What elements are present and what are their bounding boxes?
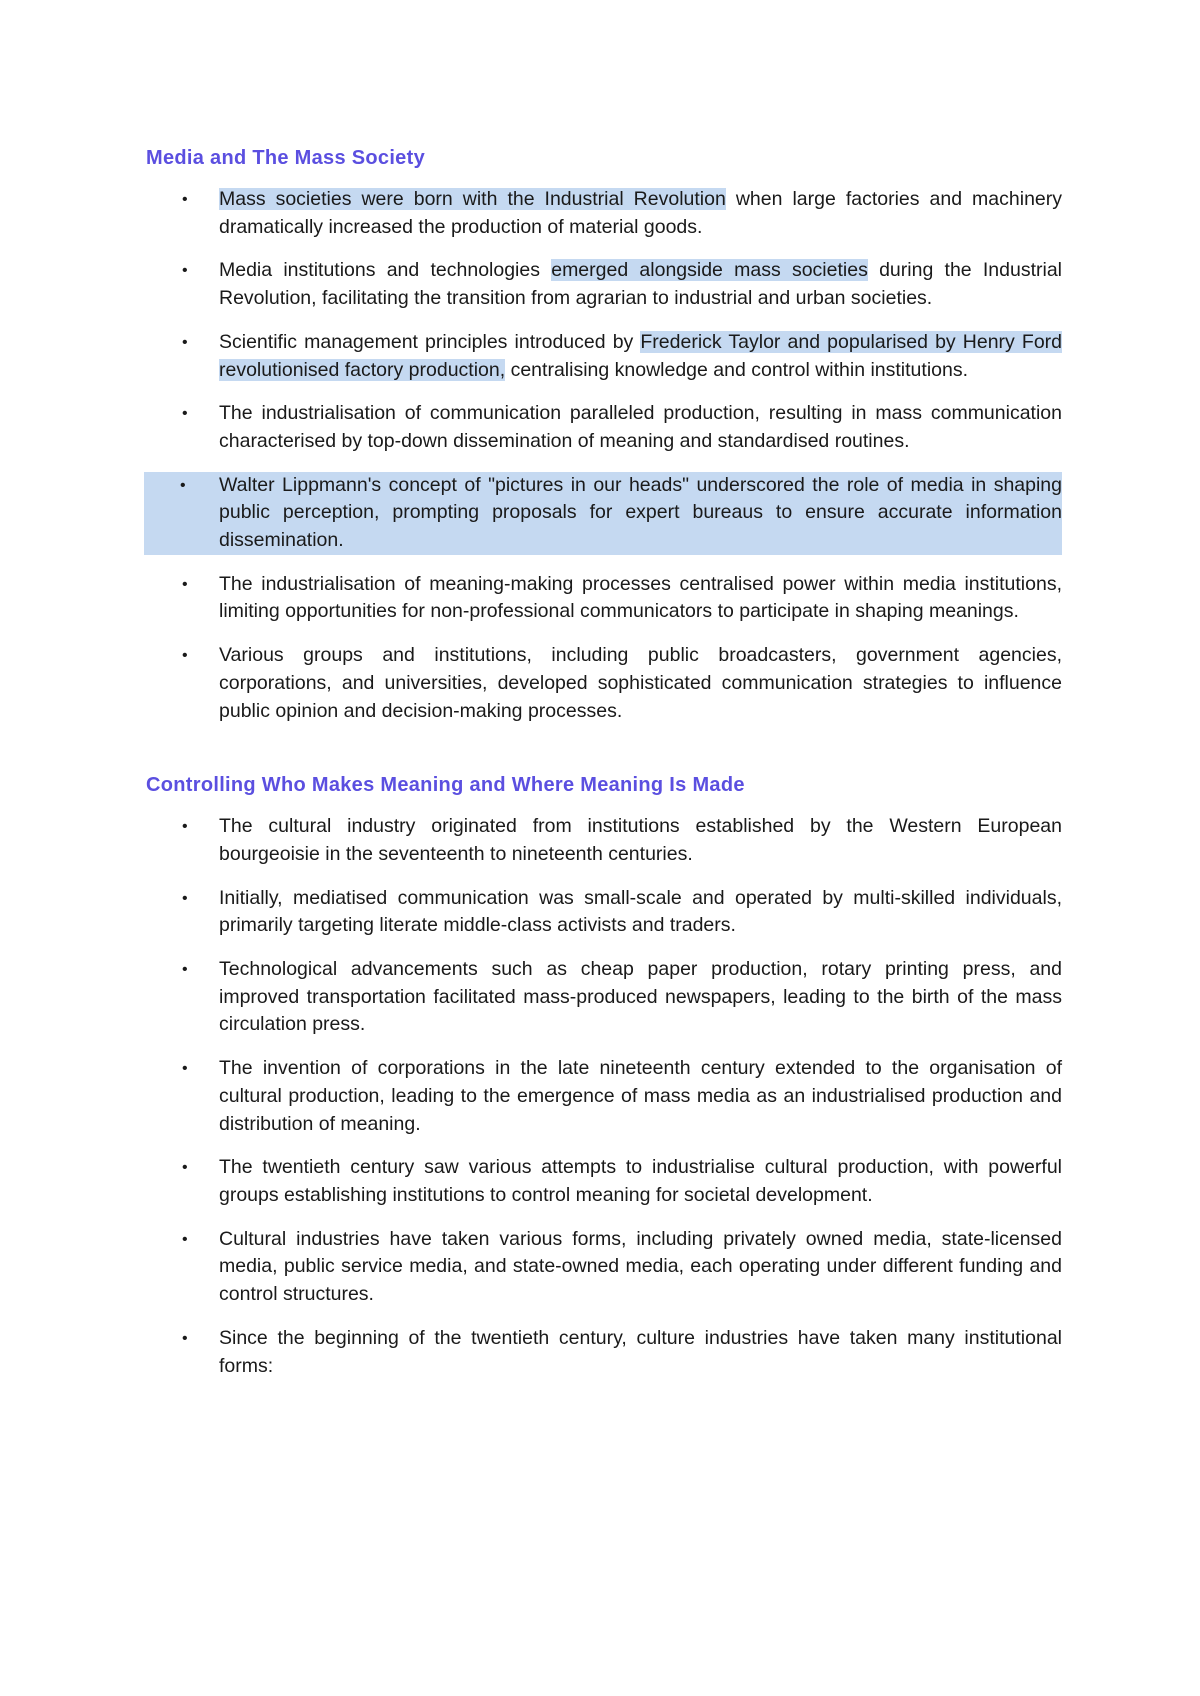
bullet-icon: • xyxy=(182,333,188,351)
highlighted-text: emerged alongside mass societies xyxy=(551,259,868,282)
bullet-icon: • xyxy=(182,961,188,979)
bullet-text: Scientific management principles introduced by xyxy=(219,330,641,353)
bullet-icon: • xyxy=(182,1329,188,1347)
bullet-icon: • xyxy=(182,191,188,208)
list-item xyxy=(146,956,1062,1039)
list-item xyxy=(146,1055,1062,1138)
bullet-text: Since the beginning of the twentieth century, culture industries have taken many institutional forms: xyxy=(219,1326,1062,1377)
list-item xyxy=(146,257,1062,312)
bullet-icon: • xyxy=(182,889,188,907)
list-item-highlighted xyxy=(144,472,1062,555)
bullet-icon: • xyxy=(180,476,186,494)
bullet-text: The cultural industry originated from institutions established by the Western European bourgeoisie in the seventeenth to nineteenth centuries. xyxy=(219,815,1062,865)
bullet-text: The twentieth century saw various attempts to industrialise cultural production, with powerful groups establishing institutions to control meaning for societal development. xyxy=(219,1156,1062,1206)
list-item xyxy=(146,813,1062,868)
list-item xyxy=(146,1325,1062,1380)
bullet-icon: • xyxy=(182,818,188,836)
bullet-text: Initially, mediatised communication was small-scale and operated by multi-skilled individuals, primarily targeting literate middle-class activists and traders. xyxy=(219,886,1062,937)
highlighted-text: Mass societies were born with the Industrial Revolution xyxy=(219,188,726,210)
list-item xyxy=(146,1226,1062,1309)
highlighted-text: Frederick Taylor and popularised by Henry Ford revolutionised factory production, xyxy=(219,330,1062,381)
bullet-text: Technological advancements such as cheap paper production, rotary printing press, and improved transportation facilitated mass-produced newspapers, leading to the birth of the mass circulation press. xyxy=(219,958,1062,1036)
bullet-text: when large factories and machinery dramatically increased the production of material goods. xyxy=(219,188,1062,238)
bullet-text: Media institutions and technologies xyxy=(219,259,552,282)
bullet-text: The invention of corporations in the late nineteenth century extended to the organisation of cultural production, leading to the emergence of mass media as an industrialised production and distribution of meaning. xyxy=(219,1057,1062,1135)
list-item xyxy=(146,186,1062,241)
bullet-list-controlling-meaning xyxy=(146,813,1062,1380)
list-item xyxy=(146,642,1062,725)
bullet-icon: • xyxy=(182,1230,188,1248)
bullet-text: Cultural industries have taken various forms, including privately owned media, state-licensed media, public service media, and state-owned media, each operating under different funding and control structures. xyxy=(219,1227,1062,1306)
bullet-icon: • xyxy=(182,647,188,665)
section-heading-mass-society: Media and The Mass Society xyxy=(146,147,425,169)
list-item xyxy=(146,329,1062,384)
bullet-text: The industrialisation of communication paralleled production, resulting in mass communication characterised by top-down dissemination of meaning and standardised routines. xyxy=(219,402,1062,452)
bullet-icon: • xyxy=(182,405,188,423)
list-item xyxy=(146,400,1062,455)
section-heading-controlling-meaning: Controlling Who Makes Meaning and Where Meaning Is Made xyxy=(146,774,745,797)
bullet-icon: • xyxy=(182,1159,188,1177)
list-item xyxy=(146,885,1062,940)
bullet-text: during the Industrial Revolution, facilitating the transition from agrarian to industrial and urban societies. xyxy=(219,259,1062,310)
list-item xyxy=(146,1154,1062,1209)
bullet-text: Various groups and institutions, including public broadcasters, government agencies, corporations, and universities, developed sophisticated communication strategies to influence public opinion and decision-making processes. xyxy=(219,644,1062,722)
bullet-text: centralising knowledge and control within institutions. xyxy=(505,358,969,381)
bullet-icon: • xyxy=(182,262,188,280)
list-item xyxy=(146,571,1062,626)
bullet-icon: • xyxy=(182,1060,188,1078)
bullet-list-mass-society xyxy=(146,186,1062,725)
bullet-icon: • xyxy=(182,575,188,593)
bullet-text: Walter Lippmann's concept of "pictures in our heads" underscored the role of media in shaping public perception, prompting proposals for expert bureaus to ensure accurate information dissemination. xyxy=(219,473,1062,552)
bullet-text: The industrialisation of meaning-making processes centralised power within media institutions, limiting opportunities for non-professional communicators to participate in shaping meanings. xyxy=(219,572,1062,623)
